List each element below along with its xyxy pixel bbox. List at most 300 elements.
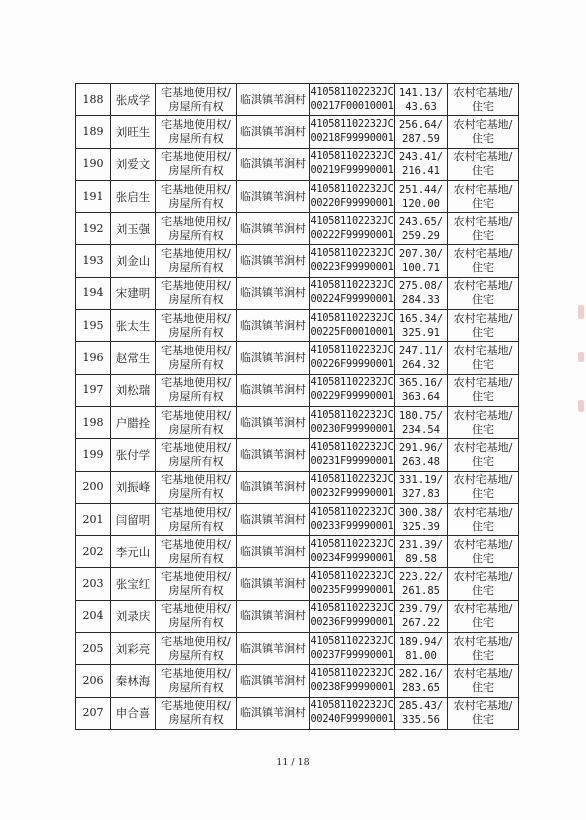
cell-owner-name-text: 刘金山 bbox=[115, 254, 151, 269]
cell-area bbox=[395, 180, 448, 212]
cell-unit-code bbox=[310, 503, 395, 535]
cell-area bbox=[395, 503, 448, 535]
cell-owner-name-text: 张付学 bbox=[115, 447, 151, 462]
cell-location-text: 临淇镇苇涧村 bbox=[240, 641, 306, 655]
cell-right-type-text: 宅基地使用权/ bbox=[161, 214, 231, 228]
cell-owner-name bbox=[111, 536, 156, 568]
cell-right-type-text: 房屋所有权 bbox=[168, 390, 224, 404]
cell-unit-code-text: 00234F99990001 bbox=[310, 552, 394, 564]
cell-unit-code-text: 410581102232JC bbox=[310, 441, 394, 453]
cell-owner-name bbox=[111, 245, 156, 277]
table-row bbox=[76, 213, 519, 245]
cell-owner-name-text: 刘旺生 bbox=[115, 124, 151, 139]
cell-number-text: 201 bbox=[82, 512, 104, 526]
cell-number bbox=[76, 374, 111, 406]
cell-owner-name-text: 张启生 bbox=[115, 189, 151, 204]
cell-land-use-text: 农村宅基地/ bbox=[453, 117, 513, 131]
cell-owner-name bbox=[111, 148, 156, 180]
cell-land-use bbox=[448, 148, 519, 180]
table-row bbox=[76, 471, 519, 503]
cell-owner-name bbox=[111, 471, 156, 503]
cell-area-text: 283.65 bbox=[402, 681, 440, 694]
cell-unit-code-text: 00225F00010001 bbox=[310, 326, 394, 338]
cell-number bbox=[76, 213, 111, 245]
cell-number bbox=[76, 665, 111, 697]
cell-land-use bbox=[448, 180, 519, 212]
cell-number-text: 196 bbox=[82, 351, 104, 365]
table-row bbox=[76, 697, 519, 729]
cell-area-text: 259.29 bbox=[402, 229, 440, 242]
cell-location bbox=[237, 471, 310, 503]
cell-area bbox=[395, 471, 448, 503]
cell-location-text: 临淇镇苇涧村 bbox=[240, 383, 306, 397]
cell-right-type-text: 宅基地使用权/ bbox=[161, 408, 231, 422]
cell-unit-code bbox=[310, 374, 395, 406]
cell-owner-name-text: 张太生 bbox=[115, 318, 151, 333]
cell-area-text: 256.64/ bbox=[398, 118, 444, 131]
cell-land-use-text: 住宅 bbox=[472, 99, 494, 113]
cell-right-type bbox=[156, 342, 237, 374]
cell-location-text: 临淇镇苇涧村 bbox=[240, 512, 306, 526]
cell-area-text: 335.56 bbox=[402, 714, 440, 727]
cell-right-type bbox=[156, 697, 237, 729]
cell-unit-code bbox=[310, 245, 395, 277]
cell-unit-code-text: 410581102232JC bbox=[310, 571, 394, 583]
cell-unit-code bbox=[310, 536, 395, 568]
cell-right-type-text: 宅基地使用权/ bbox=[161, 505, 231, 519]
cell-land-use bbox=[448, 568, 519, 600]
cell-area bbox=[395, 665, 448, 697]
cell-area-text: 291.96/ bbox=[398, 441, 444, 454]
cell-number bbox=[76, 148, 111, 180]
cell-number bbox=[76, 342, 111, 374]
cell-right-type-text: 宅基地使用权/ bbox=[161, 247, 231, 261]
cell-location bbox=[237, 342, 310, 374]
cell-owner-name bbox=[111, 439, 156, 471]
cell-area-text: 243.41/ bbox=[398, 151, 444, 164]
cell-right-type bbox=[156, 180, 237, 212]
cell-unit-code-text: 410581102232JC bbox=[310, 248, 394, 260]
cell-right-type-text: 房屋所有权 bbox=[168, 713, 224, 727]
cell-right-type bbox=[156, 600, 237, 632]
cell-area-text: 231.39/ bbox=[398, 538, 444, 551]
cell-area-text: 363.64 bbox=[402, 391, 440, 404]
cell-land-use-text: 农村宅基地/ bbox=[453, 634, 513, 648]
cell-unit-code-text: 00236F99990001 bbox=[310, 617, 394, 629]
cell-unit-code-text: 410581102232JC bbox=[310, 312, 394, 324]
cell-area bbox=[395, 536, 448, 568]
cell-right-type-text: 房屋所有权 bbox=[168, 131, 224, 145]
cell-unit-code-text: 410581102232JC bbox=[310, 215, 394, 227]
cell-owner-name bbox=[111, 503, 156, 535]
cell-land-use-text: 农村宅基地/ bbox=[453, 537, 513, 551]
cell-unit-code bbox=[310, 439, 395, 471]
cell-land-use bbox=[448, 245, 519, 277]
cell-location bbox=[237, 116, 310, 148]
cell-location-text: 临淇镇苇涧村 bbox=[240, 221, 306, 235]
cell-area bbox=[395, 310, 448, 342]
cell-right-type-text: 房屋所有权 bbox=[168, 616, 224, 630]
cell-number-text: 194 bbox=[82, 286, 104, 300]
cell-unit-code-text: 00220F99990001 bbox=[310, 197, 394, 209]
cell-number-text: 204 bbox=[82, 609, 104, 623]
cell-land-use-text: 农村宅基地/ bbox=[453, 311, 513, 325]
cell-location bbox=[237, 84, 310, 116]
cell-unit-code-text: 410581102232JC bbox=[310, 700, 394, 712]
cell-land-use-text: 住宅 bbox=[472, 422, 494, 436]
cell-land-use-text: 农村宅基地/ bbox=[453, 408, 513, 422]
cell-right-type-text: 宅基地使用权/ bbox=[161, 634, 231, 648]
cell-area-text: 189.94/ bbox=[398, 635, 444, 648]
cell-number-text: 199 bbox=[82, 447, 104, 461]
cell-right-type-text: 房屋所有权 bbox=[168, 551, 224, 565]
cell-right-type-text: 房屋所有权 bbox=[168, 261, 224, 275]
cell-number-text: 206 bbox=[82, 673, 104, 687]
cell-owner-name bbox=[111, 665, 156, 697]
cell-land-use-text: 住宅 bbox=[472, 584, 494, 598]
cell-land-use bbox=[448, 406, 519, 438]
cell-location bbox=[237, 180, 310, 212]
cell-number-text: 195 bbox=[82, 318, 104, 332]
cell-land-use bbox=[448, 697, 519, 729]
cell-land-use-text: 住宅 bbox=[472, 358, 494, 372]
cell-location-text: 临淇镇苇涧村 bbox=[240, 706, 306, 720]
cell-unit-code-text: 00231F99990001 bbox=[310, 455, 394, 467]
cell-location bbox=[237, 633, 310, 665]
table-row bbox=[76, 406, 519, 438]
cell-right-type-text: 房屋所有权 bbox=[168, 293, 224, 307]
cell-area-text: 287.59 bbox=[402, 132, 440, 145]
table-row bbox=[76, 633, 519, 665]
cell-owner-name-text: 李元山 bbox=[115, 544, 151, 559]
cell-right-type bbox=[156, 406, 237, 438]
table-row bbox=[76, 536, 519, 568]
cell-unit-code-text: 410581102232JC bbox=[310, 118, 394, 130]
cell-area bbox=[395, 213, 448, 245]
cell-unit-code-text: 410581102232JC bbox=[310, 667, 394, 679]
cell-right-type-text: 房屋所有权 bbox=[168, 487, 224, 501]
cell-unit-code bbox=[310, 310, 395, 342]
cell-area-text: 282.16/ bbox=[398, 667, 444, 680]
cell-land-use bbox=[448, 439, 519, 471]
cell-area-text: 43.63 bbox=[405, 100, 437, 113]
cell-unit-code bbox=[310, 665, 395, 697]
cell-location bbox=[237, 406, 310, 438]
cell-location-text: 临淇镇苇涧村 bbox=[240, 124, 306, 138]
cell-unit-code-text: 410581102232JC bbox=[310, 86, 394, 98]
cell-unit-code-text: 00230F99990001 bbox=[310, 423, 394, 435]
cell-right-type bbox=[156, 116, 237, 148]
cell-land-use-text: 农村宅基地/ bbox=[453, 279, 513, 293]
cell-location bbox=[237, 310, 310, 342]
cell-number bbox=[76, 633, 111, 665]
cell-number-text: 202 bbox=[82, 544, 104, 558]
cell-land-use-text: 住宅 bbox=[472, 164, 494, 178]
cell-land-use bbox=[448, 277, 519, 309]
cell-area-text: 223.22/ bbox=[398, 571, 444, 584]
cell-area-text: 263.48 bbox=[402, 455, 440, 468]
cell-location-text: 临淇镇苇涧村 bbox=[240, 92, 306, 106]
table-row bbox=[76, 84, 519, 116]
cell-number-text: 191 bbox=[82, 189, 104, 203]
cell-location bbox=[237, 697, 310, 729]
cell-owner-name-text: 刘录庆 bbox=[115, 609, 151, 624]
cell-land-use-text: 住宅 bbox=[472, 616, 494, 630]
cell-area-text: 239.79/ bbox=[398, 603, 444, 616]
table-row bbox=[76, 148, 519, 180]
cell-land-use bbox=[448, 633, 519, 665]
cell-location-text: 临淇镇苇涧村 bbox=[240, 415, 306, 429]
cell-area-text: 165.34/ bbox=[398, 312, 444, 325]
cell-area-text: 180.75/ bbox=[398, 409, 444, 422]
cell-area-text: 207.30/ bbox=[398, 248, 444, 261]
cell-unit-code-text: 00224F99990001 bbox=[310, 294, 394, 306]
cell-location-text: 临淇镇苇涧村 bbox=[240, 673, 306, 687]
cell-location bbox=[237, 600, 310, 632]
cell-right-type bbox=[156, 633, 237, 665]
cell-land-use-text: 农村宅基地/ bbox=[453, 376, 513, 390]
cell-right-type bbox=[156, 310, 237, 342]
cell-right-type-text: 宅基地使用权/ bbox=[161, 570, 231, 584]
cell-area-text: 365.16/ bbox=[398, 377, 444, 390]
cell-land-use-text: 农村宅基地/ bbox=[453, 150, 513, 164]
cell-land-use-text: 住宅 bbox=[472, 680, 494, 694]
cell-land-use-text: 农村宅基地/ bbox=[453, 505, 513, 519]
cell-right-type-text: 宅基地使用权/ bbox=[161, 150, 231, 164]
cell-location-text: 临淇镇苇涧村 bbox=[240, 480, 306, 494]
cell-unit-code bbox=[310, 277, 395, 309]
cell-number bbox=[76, 277, 111, 309]
cell-right-type-text: 房屋所有权 bbox=[168, 584, 224, 598]
cell-owner-name-text: 刘松瑞 bbox=[115, 383, 151, 398]
cell-unit-code-text: 00237F99990001 bbox=[310, 649, 394, 661]
cell-area-text: 327.83 bbox=[402, 488, 440, 501]
cell-right-type-text: 房屋所有权 bbox=[168, 519, 224, 533]
cell-land-use-text: 住宅 bbox=[472, 648, 494, 662]
cell-unit-code-text: 00217F00010001 bbox=[310, 100, 394, 112]
cell-unit-code-text: 410581102232JC bbox=[310, 409, 394, 421]
cell-area bbox=[395, 568, 448, 600]
cell-owner-name bbox=[111, 84, 156, 116]
cell-owner-name-text: 秦林海 bbox=[115, 673, 151, 688]
cell-area bbox=[395, 245, 448, 277]
cell-land-use bbox=[448, 536, 519, 568]
cell-owner-name-text: 刘振峰 bbox=[115, 480, 151, 495]
cell-area-text: 261.85 bbox=[402, 585, 440, 598]
cell-land-use-text: 住宅 bbox=[472, 551, 494, 565]
cell-right-type-text: 宅基地使用权/ bbox=[161, 311, 231, 325]
cell-land-use-text: 农村宅基地/ bbox=[453, 85, 513, 99]
cell-number-text: 205 bbox=[82, 641, 104, 655]
cell-owner-name bbox=[111, 342, 156, 374]
cell-land-use-text: 农村宅基地/ bbox=[453, 182, 513, 196]
cell-owner-name bbox=[111, 374, 156, 406]
cell-area bbox=[395, 697, 448, 729]
cell-number bbox=[76, 536, 111, 568]
cell-location-text: 临淇镇苇涧村 bbox=[240, 544, 306, 558]
table-row bbox=[76, 665, 519, 697]
cell-unit-code-text: 410581102232JC bbox=[310, 280, 394, 292]
cell-area-text: 285.43/ bbox=[398, 700, 444, 713]
cell-unit-code-text: 00233F99990001 bbox=[310, 520, 394, 532]
cell-location bbox=[237, 148, 310, 180]
cell-right-type-text: 房屋所有权 bbox=[168, 228, 224, 242]
cell-right-type-text: 宅基地使用权/ bbox=[161, 85, 231, 99]
cell-land-use bbox=[448, 600, 519, 632]
cell-area bbox=[395, 406, 448, 438]
seal-fragment bbox=[578, 352, 584, 362]
cell-owner-name bbox=[111, 697, 156, 729]
cell-land-use-text: 住宅 bbox=[472, 390, 494, 404]
cell-location bbox=[237, 374, 310, 406]
table-row bbox=[76, 568, 519, 600]
cell-number bbox=[76, 471, 111, 503]
cell-right-type bbox=[156, 665, 237, 697]
cell-unit-code-text: 410581102232JC bbox=[310, 377, 394, 389]
cell-owner-name bbox=[111, 568, 156, 600]
cell-land-use-text: 住宅 bbox=[472, 131, 494, 145]
cell-unit-code-text: 410581102232JC bbox=[310, 474, 394, 486]
table-row bbox=[76, 116, 519, 148]
cell-right-type-text: 宅基地使用权/ bbox=[161, 117, 231, 131]
cell-unit-code bbox=[310, 84, 395, 116]
cell-location bbox=[237, 665, 310, 697]
cell-land-use-text: 住宅 bbox=[472, 261, 494, 275]
cell-owner-name bbox=[111, 277, 156, 309]
cell-right-type bbox=[156, 84, 237, 116]
cell-area-text: 325.39 bbox=[402, 520, 440, 533]
cell-land-use-text: 住宅 bbox=[472, 487, 494, 501]
cell-unit-code-text: 00222F99990001 bbox=[310, 229, 394, 241]
cell-number-text: 197 bbox=[82, 383, 104, 397]
property-registry-table bbox=[75, 83, 519, 730]
cell-unit-code bbox=[310, 697, 395, 729]
cell-owner-name bbox=[111, 116, 156, 148]
cell-land-use-text: 农村宅基地/ bbox=[453, 344, 513, 358]
cell-unit-code-text: 00226F99990001 bbox=[310, 359, 394, 371]
cell-location bbox=[237, 503, 310, 535]
cell-owner-name-text: 闫留明 bbox=[115, 512, 151, 527]
cell-location bbox=[237, 213, 310, 245]
cell-right-type bbox=[156, 536, 237, 568]
cell-right-type-text: 宅基地使用权/ bbox=[161, 376, 231, 390]
table-row bbox=[76, 310, 519, 342]
cell-area bbox=[395, 600, 448, 632]
cell-land-use-text: 住宅 bbox=[472, 325, 494, 339]
cell-number bbox=[76, 116, 111, 148]
cell-right-type bbox=[156, 374, 237, 406]
cell-right-type-text: 宅基地使用权/ bbox=[161, 537, 231, 551]
cell-number bbox=[76, 245, 111, 277]
cell-land-use-text: 住宅 bbox=[472, 519, 494, 533]
cell-area bbox=[395, 374, 448, 406]
cell-owner-name-text: 户腊拴 bbox=[115, 415, 151, 430]
cell-right-type-text: 房屋所有权 bbox=[168, 358, 224, 372]
cell-area-text: 264.32 bbox=[402, 359, 440, 372]
cell-area bbox=[395, 439, 448, 471]
cell-owner-name-text: 刘爱文 bbox=[115, 157, 151, 172]
cell-location-text: 临淇镇苇涧村 bbox=[240, 189, 306, 203]
cell-area-text: 300.38/ bbox=[398, 506, 444, 519]
cell-location-text: 临淇镇苇涧村 bbox=[240, 157, 306, 171]
cell-right-type-text: 宅基地使用权/ bbox=[161, 440, 231, 454]
seal-fragment bbox=[578, 400, 584, 412]
cell-location-text: 临淇镇苇涧村 bbox=[240, 609, 306, 623]
cell-right-type-text: 房屋所有权 bbox=[168, 422, 224, 436]
cell-number bbox=[76, 439, 111, 471]
cell-unit-code bbox=[310, 406, 395, 438]
cell-owner-name bbox=[111, 600, 156, 632]
cell-unit-code-text: 410581102232JC bbox=[310, 635, 394, 647]
cell-right-type-text: 房屋所有权 bbox=[168, 99, 224, 113]
cell-number bbox=[76, 84, 111, 116]
cell-number-text: 198 bbox=[82, 415, 104, 429]
cell-owner-name-text: 宋建明 bbox=[115, 286, 151, 301]
cell-right-type bbox=[156, 213, 237, 245]
cell-land-use bbox=[448, 665, 519, 697]
cell-number-text: 193 bbox=[82, 254, 104, 268]
cell-unit-code bbox=[310, 342, 395, 374]
cell-unit-code bbox=[310, 213, 395, 245]
cell-owner-name bbox=[111, 310, 156, 342]
cell-land-use-text: 农村宅基地/ bbox=[453, 666, 513, 680]
cell-number-text: 192 bbox=[82, 221, 104, 235]
cell-area-text: 141.13/ bbox=[398, 86, 444, 99]
table-row bbox=[76, 503, 519, 535]
cell-right-type-text: 房屋所有权 bbox=[168, 325, 224, 339]
cell-number bbox=[76, 697, 111, 729]
cell-location bbox=[237, 568, 310, 600]
cell-area bbox=[395, 116, 448, 148]
cell-area-text: 275.08/ bbox=[398, 280, 444, 293]
cell-location-text: 临淇镇苇涧村 bbox=[240, 351, 306, 365]
cell-land-use bbox=[448, 374, 519, 406]
cell-owner-name-text: 张宝红 bbox=[115, 577, 151, 592]
cell-area-text: 247.11/ bbox=[398, 345, 444, 358]
cell-right-type-text: 宅基地使用权/ bbox=[161, 344, 231, 358]
cell-unit-code bbox=[310, 180, 395, 212]
cell-right-type bbox=[156, 245, 237, 277]
cell-number bbox=[76, 406, 111, 438]
cell-area-text: 325.91 bbox=[402, 326, 440, 339]
cell-owner-name-text: 刘彩亮 bbox=[115, 641, 151, 656]
cell-unit-code-text: 00235F99990001 bbox=[310, 585, 394, 597]
cell-number-text: 188 bbox=[82, 92, 104, 106]
cell-unit-code bbox=[310, 568, 395, 600]
cell-owner-name bbox=[111, 633, 156, 665]
cell-land-use-text: 住宅 bbox=[472, 228, 494, 242]
cell-owner-name-text: 赵常生 bbox=[115, 351, 151, 366]
cell-land-use-text: 住宅 bbox=[472, 196, 494, 210]
cell-number-text: 207 bbox=[82, 706, 104, 720]
cell-unit-code-text: 410581102232JC bbox=[310, 538, 394, 550]
cell-right-type bbox=[156, 439, 237, 471]
cell-right-type bbox=[156, 471, 237, 503]
cell-unit-code-text: 00232F99990001 bbox=[310, 488, 394, 500]
cell-area-text: 243.65/ bbox=[398, 215, 444, 228]
cell-land-use bbox=[448, 84, 519, 116]
cell-location-text: 临淇镇苇涧村 bbox=[240, 577, 306, 591]
cell-unit-code-text: 410581102232JC bbox=[310, 183, 394, 195]
cell-area-text: 100.71 bbox=[402, 262, 440, 275]
cell-right-type bbox=[156, 503, 237, 535]
cell-location bbox=[237, 536, 310, 568]
cell-unit-code-text: 00223F99990001 bbox=[310, 262, 394, 274]
cell-right-type-text: 宅基地使用权/ bbox=[161, 182, 231, 196]
cell-right-type-text: 房屋所有权 bbox=[168, 454, 224, 468]
seal-fragment bbox=[578, 305, 584, 319]
cell-number bbox=[76, 600, 111, 632]
